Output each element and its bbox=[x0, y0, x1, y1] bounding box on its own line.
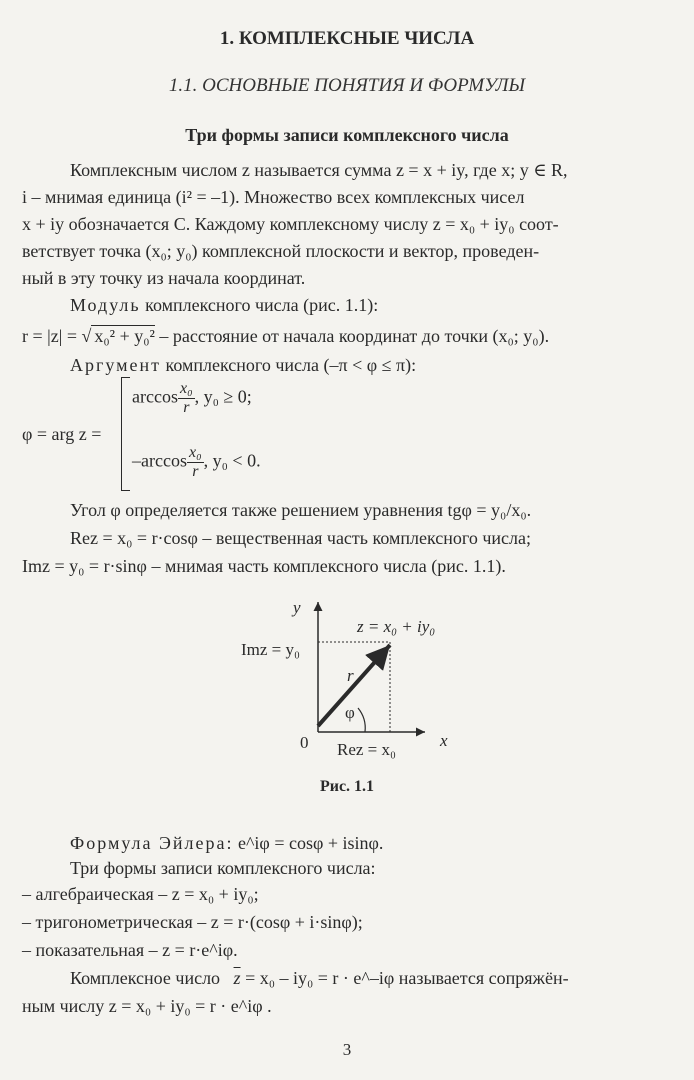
re-line: Rez = x₀ = r·cosφ – вещественная часть комплексного числа; bbox=[70, 528, 531, 548]
case2-prefix: –arccos bbox=[132, 450, 187, 471]
intro-line-1: Комплексным числом z называется сумма z = x + iy, где x; y ∈ R, bbox=[70, 160, 568, 180]
case1-fraction bbox=[178, 380, 195, 417]
x-axis-label: x bbox=[440, 731, 448, 750]
argument-case-1 bbox=[132, 380, 252, 417]
forms-intro: Три формы записи комплексного числа: bbox=[70, 858, 376, 878]
conjugate-zbar: $\overline{z}$ bbox=[233, 968, 241, 988]
figure-caption: Рис. 1.1 bbox=[319, 778, 375, 795]
re-label: Rez = x₀ bbox=[337, 740, 396, 759]
subtitle: Три формы записи комплексного числа bbox=[185, 125, 509, 145]
conjugate-text-b: = x₀ – iy₀ = r · e^–iφ называется сопряжён- bbox=[240, 968, 569, 988]
origin-label: 0 bbox=[300, 733, 309, 752]
angle-arc bbox=[358, 708, 365, 732]
argument-case-2 bbox=[132, 444, 261, 481]
case1-cond: , y₀ ≥ 0; bbox=[194, 386, 252, 407]
r-label: r bbox=[347, 666, 354, 685]
y-axis-label: y bbox=[293, 598, 301, 617]
im-label: Imz = y₀ bbox=[241, 640, 300, 659]
euler-formula: e^iφ = cosφ + isinφ. bbox=[233, 833, 384, 853]
modulus-sqrt: x₀² + y₀² bbox=[91, 325, 155, 347]
euler-label: Формула Эйлера: bbox=[70, 833, 234, 853]
phi-label: φ bbox=[345, 703, 355, 722]
form-algebraic: – алгебраическая – z = x₀ + iy₀; bbox=[22, 884, 259, 904]
intro-line-2: i – мнимая единица (i² = –1). Множество всех комплексных чисел bbox=[22, 187, 525, 207]
argument-rest: комплексного числа (–π < φ ≤ π): bbox=[161, 355, 417, 375]
angle-line: Угол φ определяется также решением уравнения tgφ = y₀/x₀. bbox=[70, 500, 532, 520]
argument-label: Аргумент bbox=[70, 355, 162, 375]
im-line: Imz = y₀ = r·sinφ – мнимая часть комплексного числа (рис. 1.1). bbox=[22, 556, 506, 576]
conjugate-line-1 bbox=[70, 968, 569, 989]
chapter-title: 1. КОМПЛЕКСНЫЕ ЧИСЛА bbox=[219, 28, 475, 49]
modulus-formula-lhs: r = |z| = bbox=[22, 326, 82, 346]
case1-prefix: arccos bbox=[132, 386, 178, 407]
point-label: z = x₀ + iy₀ bbox=[357, 617, 436, 636]
intro-line-3: x + iy обозначается C. Каждому комплексному числу z = x₀ + iy₀ соот- bbox=[22, 214, 559, 234]
intro-line-5: ный в эту точку из начала координат. bbox=[22, 268, 306, 288]
modulus-formula: r = |z| = √ x₀² + y₀² – расстояние от начала координат до точки (x₀; y₀). bbox=[22, 326, 550, 346]
form-trigonometric: – тригонометрическая – z = r·(cosφ + i·sinφ); bbox=[22, 912, 363, 932]
argument-heading bbox=[70, 355, 416, 376]
euler-line bbox=[70, 833, 383, 854]
form-exponential: – показательная – z = r·e^iφ. bbox=[22, 940, 238, 960]
case2-fraction bbox=[187, 444, 204, 481]
modulus-label: Модуль bbox=[70, 295, 141, 315]
intro-line-4: ветствует точка (x₀; y₀) комплексной плоскости и вектор, проведен- bbox=[22, 241, 540, 261]
case1-num: x₀ bbox=[179, 380, 193, 397]
modulus-formula-tail: – расстояние от начала координат до точки (x₀; y₀). bbox=[154, 326, 550, 346]
modulus-rest: комплексного числа (рис. 1.1): bbox=[140, 295, 379, 315]
argument-lhs: φ = arg z = bbox=[22, 424, 102, 444]
case1-den: r bbox=[183, 399, 190, 416]
page-number: 3 bbox=[342, 1040, 352, 1059]
conjugate-line-2: ным числу z = x₀ + iy₀ = r · e^iφ . bbox=[22, 996, 272, 1016]
cases-bracket bbox=[121, 377, 130, 491]
case2-den: r bbox=[192, 463, 199, 480]
case2-cond: , y₀ < 0. bbox=[203, 450, 261, 471]
case2-num: x₀ bbox=[188, 444, 202, 461]
modulus-heading bbox=[70, 295, 378, 316]
conjugate-text-a: Комплексное число bbox=[70, 968, 221, 988]
section-title: 1.1. ОСНОВНЫЕ ПОНЯТИЯ И ФОРМУЛЫ bbox=[168, 75, 526, 96]
